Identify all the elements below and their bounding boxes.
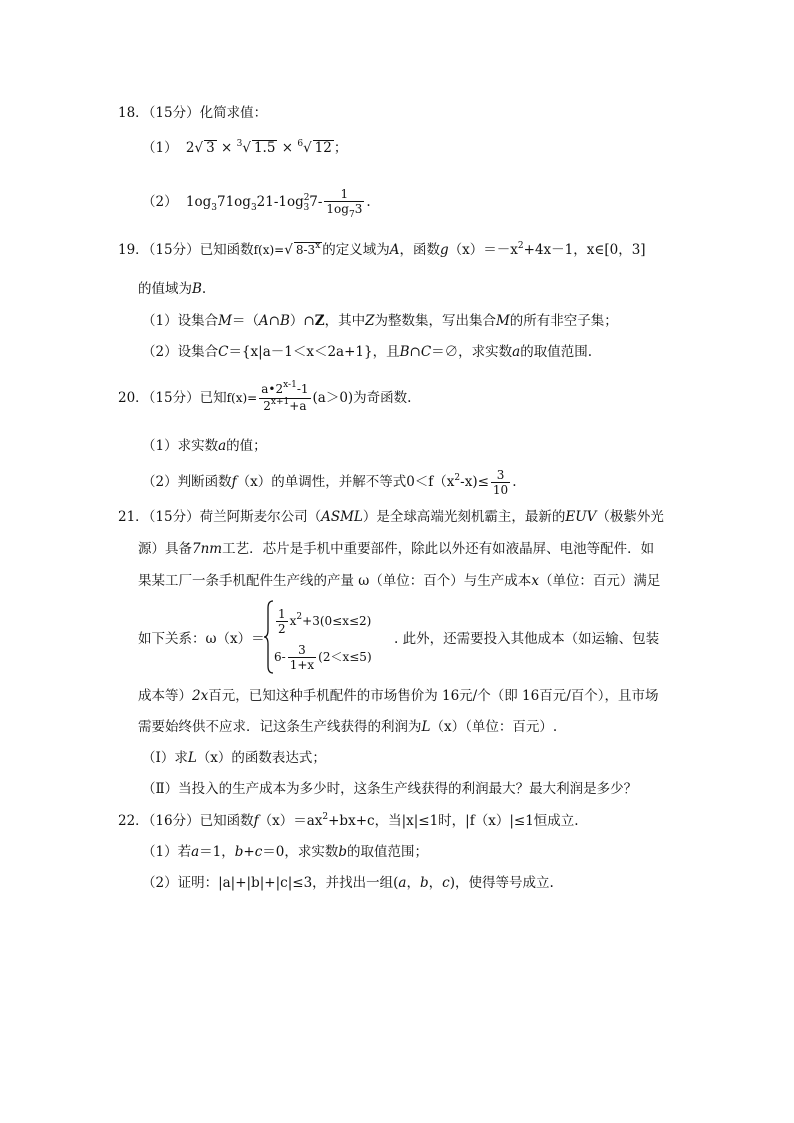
q22-part2: （2）证明：|a|+|b|+|c|≤3，并找出一组(a，b，c)，使得等号成立. [142, 875, 554, 891]
q18-part2-fraction: $\frac{1}{1og_73}$ [326, 187, 363, 220]
q19-heading: 19．（15分）已知函数f(x)=√ 8-3$^x$ 的定义域为A，函数$g(x)=-x^2+4x-1$，x∈[0，3] [118, 241, 646, 258]
q21-line6: 需要始终供不应求．记这条生产线获得的利润为L（x）（单位：百元）. [138, 719, 558, 735]
q21-part1: （Ⅰ）求L（x）的函数表达式； [142, 750, 326, 766]
q21-line2: 源）具备7nm工艺．芯片是手机中重要部件，除此以外还有如液晶屏、电池等配件．如 [138, 541, 655, 557]
q21-line5: 成本等）2x百元，已知这种手机配件的市场售价为 16元/个（即 16百元/百个），且市场 [138, 688, 659, 704]
q21-piecewise-brace [264, 600, 274, 674]
q21-case2: 6- $\frac{3}{1+x}$ (2＜x≤5) [274, 643, 372, 672]
q18-part2 [142, 184, 371, 222]
q21-part2: （Ⅱ）当投入的生产成本为多少时，这条生产线获得的利润最大？最大利润是多少？ [142, 781, 638, 797]
q19-part1: （1）设集合M＝（A∩B）∩Z，其中Z为整数集，写出集合M的所有非空子集； [142, 313, 618, 329]
q20-part2-fraction: $\frac{3}{10}$ [492, 468, 509, 497]
q20-heading: 20．（15分）已知f(x)= $\frac{a•2^{x-1}-1}{2^{x+1}+a}$ (a＞0)为奇函数. [118, 380, 412, 413]
q21-line1: 21．（15分）荷兰阿斯麦尔公司（ASML）是全球高端光刻机霸主，最新的EUV（极紫外光 [118, 509, 664, 525]
q18-heading: 18．（15分）化简求值： [118, 105, 268, 121]
q18-part1 [142, 138, 347, 160]
q21-line4-lead: 如下关系：ω（x）＝ [138, 631, 265, 647]
q20-part2: （2）判断函数f（x）的单调性，并解不等式$0<f(x^2-x)\le$ $\frac{3}{10}$ . [142, 468, 517, 497]
q22-heading: 22．（16分）已知函数$f(x)=ax^2+bx+c$，当|x|≤1时，|f（x）|≤1恒成立. [118, 812, 579, 829]
q22-part1: （1）若a＝1，b+c＝0，求实数b的取值范围； [142, 844, 429, 860]
q20-fraction: $\frac{a•2^{x-1}-1}{2^{x+1}+a}$ [261, 380, 309, 413]
q18-part2-expr: $1og_371og_321-1og^2_37-$ $\frac{1}{1og_73}$ . [185, 187, 371, 220]
q20-part1: （1）求实数a的值； [142, 438, 267, 454]
q21-line3: 果某工厂一条手机配件生产线的产量 ω（单位：百个）与生产成本x（单位：百元）满足 [138, 573, 661, 589]
q19-line2: 的值域为B. [138, 281, 207, 297]
q18-part1-expr: 2√ 3 × $^3$√ 1.5 × $^6$√ 12 ； [185, 139, 348, 156]
q18-part2-label: （2） [142, 194, 178, 210]
q21-line4-tail: . 此外，还需要投入其他成本（如运输、包装 [394, 631, 660, 647]
q18-part1-label: （1） [142, 140, 178, 156]
q21-case1: $\frac{1}{2}$ $x^2+3(0\le x\le 2)$ [278, 607, 372, 636]
q19-part2: （2）设集合C＝{x|a－1＜x＜2a+1}，且B∩C＝∅，求实数a的取值范围. [142, 344, 593, 360]
